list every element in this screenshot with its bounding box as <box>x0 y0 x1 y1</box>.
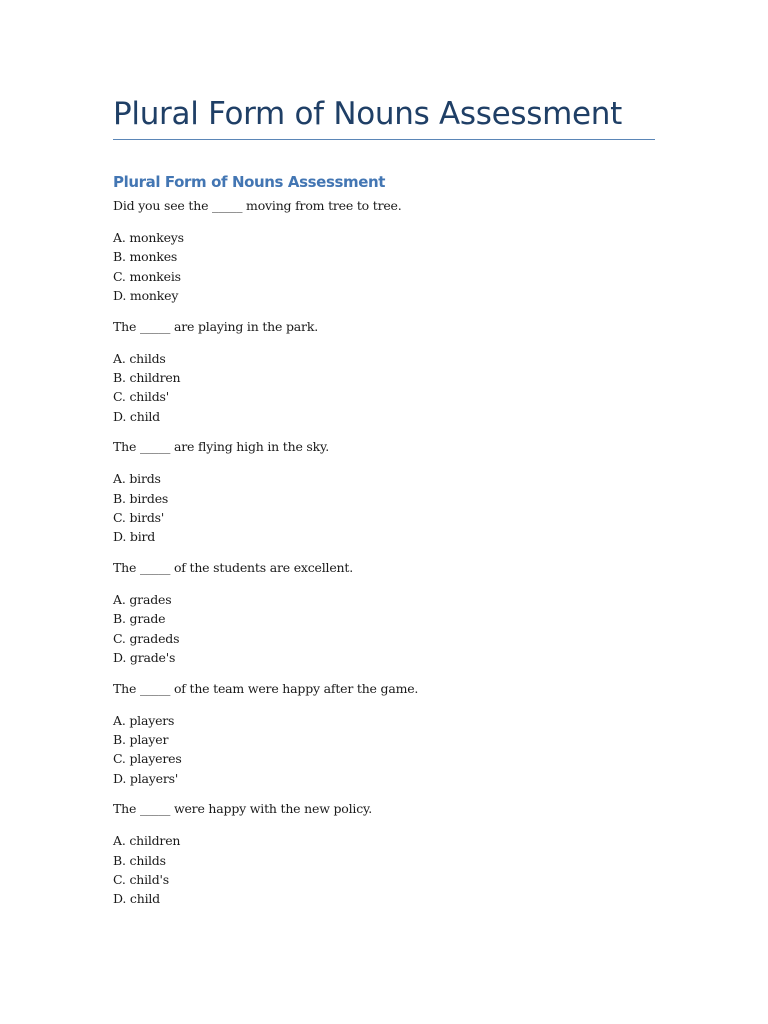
question-text: The _____ of the team were happy after the game. <box>113 680 419 696</box>
answer-options <box>113 831 655 908</box>
answer-option: B. children <box>113 369 181 385</box>
question-text: The _____ are flying high in the sky. <box>113 439 329 455</box>
answer-option: A. children <box>113 833 181 849</box>
question-text: The _____ were happy with the new policy. <box>113 801 372 817</box>
answer-option: C. monkeis <box>113 268 181 284</box>
question-item <box>113 679 655 788</box>
answer-option: A. childs <box>113 350 166 366</box>
answer-options <box>113 349 655 426</box>
answer-option: B. birdes <box>113 490 169 506</box>
answer-option: B. grade <box>113 611 166 627</box>
question-item <box>113 317 655 426</box>
answer-options <box>113 228 655 305</box>
answer-options <box>113 469 655 546</box>
answer-option: A. grades <box>113 592 172 608</box>
answer-option: C. childs' <box>113 389 169 405</box>
answer-option: C. birds' <box>113 509 165 525</box>
question-item <box>113 799 655 908</box>
answer-option: A. players <box>113 712 175 728</box>
answer-option: B. childs <box>113 852 166 868</box>
question-text: The _____ of the students are excellent. <box>113 560 353 576</box>
answer-option: D. grade's <box>113 649 176 665</box>
answer-option: C. playeres <box>113 751 182 767</box>
section-heading: Plural Form of Nouns Assessment <box>113 173 386 191</box>
question-item <box>113 558 655 667</box>
question-list <box>113 196 655 920</box>
question-text: The _____ are playing in the park. <box>113 318 318 334</box>
question-item <box>113 437 655 546</box>
answer-option: A. birds <box>113 471 161 487</box>
answer-option: D. players' <box>113 770 179 786</box>
question-item <box>113 196 655 305</box>
question-text: Did you see the _____ moving from tree to tree. <box>113 198 402 213</box>
answer-option: A. monkeys <box>113 230 184 245</box>
answer-option: D. bird <box>113 529 156 545</box>
answer-option: D. child <box>113 891 160 907</box>
answer-option: B. player <box>113 732 169 748</box>
title-divider <box>113 139 655 140</box>
answer-option: D. child <box>113 408 160 424</box>
document-title: Plural Form of Nouns Assessment <box>113 96 622 132</box>
answer-option: D. monkey <box>113 287 179 303</box>
answer-option: C. child's <box>113 872 169 888</box>
answer-options <box>113 590 655 667</box>
answer-option: C. gradeds <box>113 630 180 646</box>
answer-options <box>113 711 655 788</box>
answer-option: B. monkes <box>113 249 178 265</box>
